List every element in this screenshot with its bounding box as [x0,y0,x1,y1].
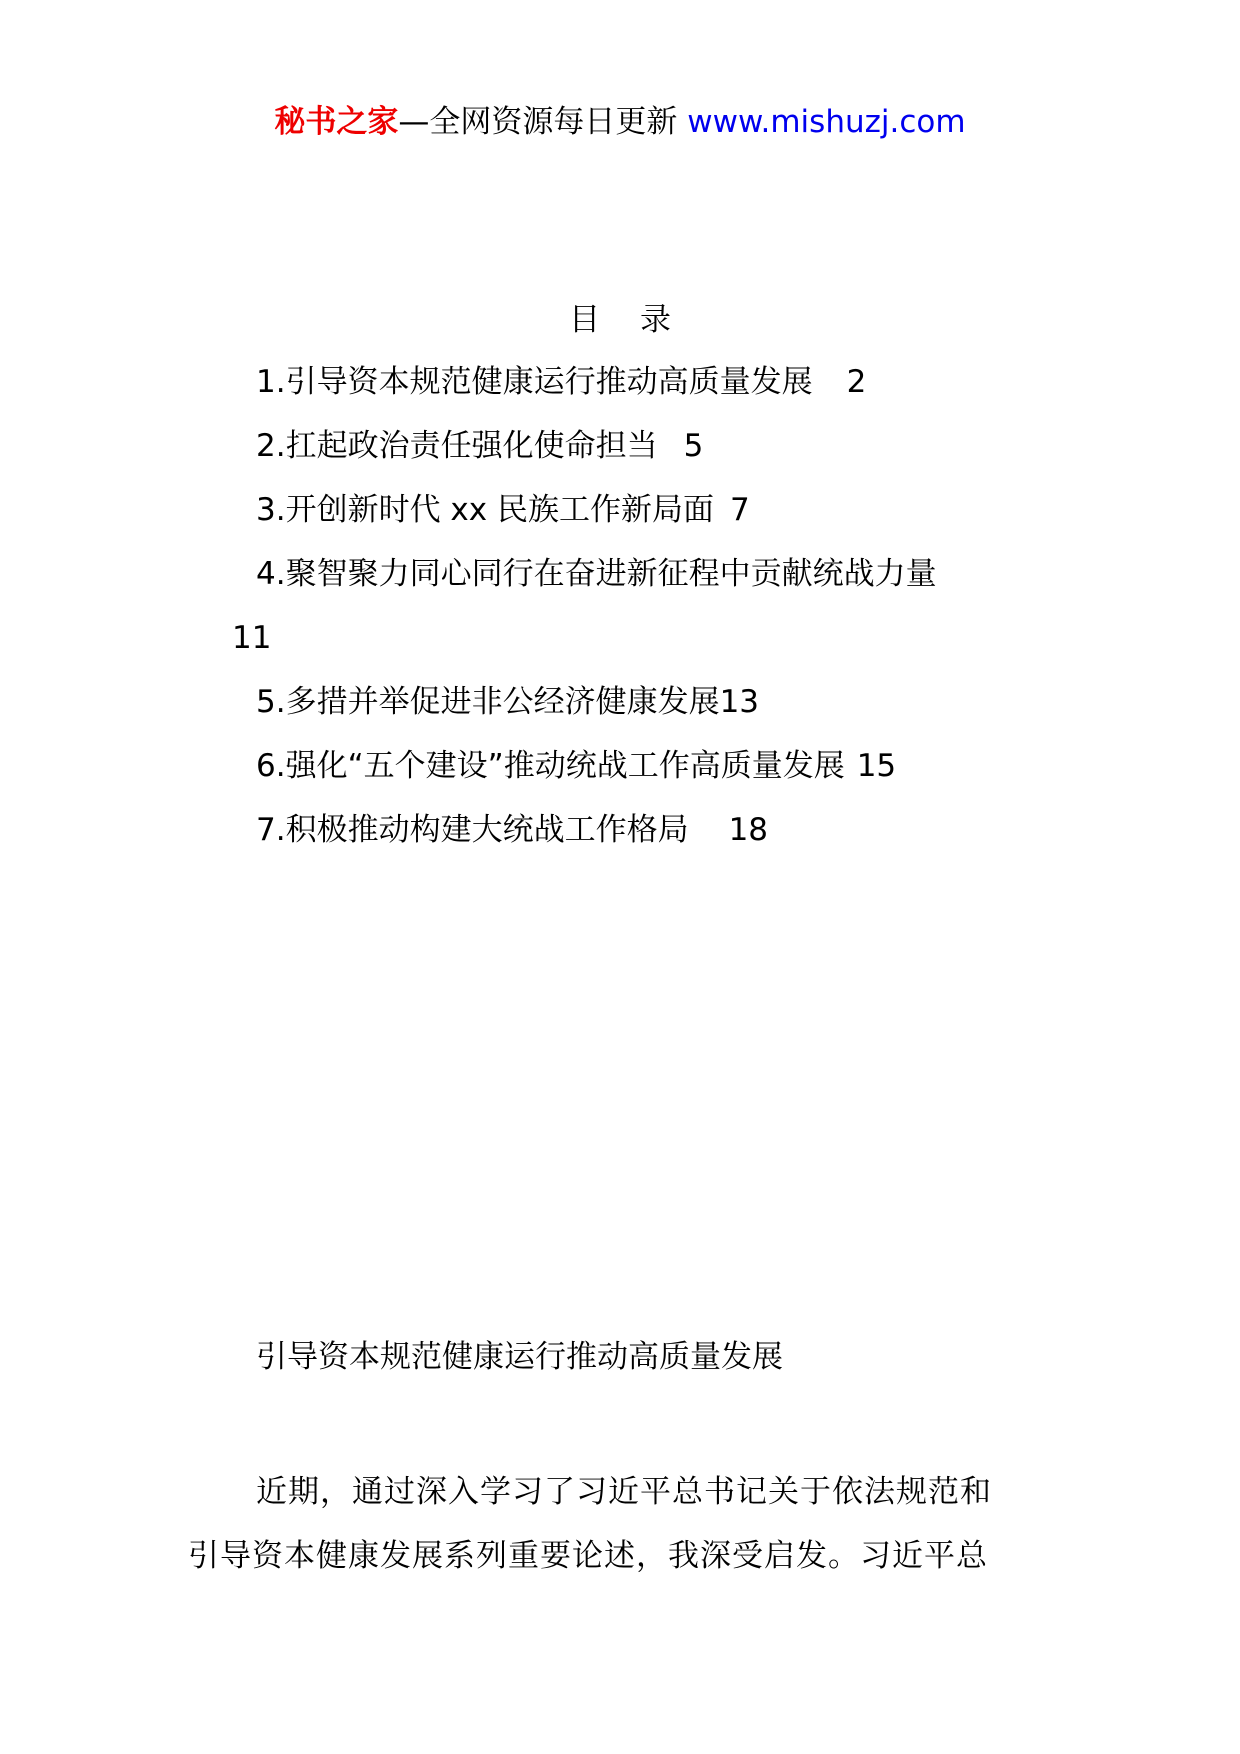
toc-item-4-page[interactable]: 11 [232,620,272,656]
toc-item-label: 6.强化“五个建设”推动统战工作高质量发展 [256,748,845,784]
toc-item-page: 15 [856,748,897,784]
toc-item-label: 4.聚智聚力同心同行在奋进新征程中贡献统战力量 [256,556,937,592]
toc-item-label: 7.积极推动构建大统战工作格局 [256,812,689,848]
toc-item-label: 5.多措并举促进非公经济健康发展 [256,684,720,720]
paragraph-line-1: 近期，通过深入学习了习近平总书记关于依法规范和 [256,1474,992,1510]
header-banner [0,100,1240,144]
toc-item-1[interactable] [256,360,866,404]
toc-item-page: 13 [719,684,760,720]
toc-item-3[interactable] [256,488,750,532]
toc-item-label: 1.引导资本规范健康运行推动高质量发展 [256,364,813,400]
toc-item-6[interactable] [256,744,896,788]
toc-item-label: 2.扛起政治责任强化使命担当 [256,428,658,464]
paragraph-line-2: 引导资本健康发展系列重要论述，我深受启发。习近平总 [188,1538,988,1574]
header-tagline: —全网资源每日更新 [398,104,678,140]
site-link[interactable]: www.mishuzj.com [687,104,966,140]
toc-item-4[interactable] [256,552,937,596]
brand-name: 秘书之家 [274,104,399,140]
toc-item-5[interactable] [256,680,759,724]
toc-item-page: 7 [729,492,750,528]
article-paragraph [188,1460,1058,1588]
toc-title-char-1: 目 [569,302,600,338]
toc-item-label: 3.开创新时代 xx 民族工作新局面 [256,492,714,528]
toc-item-page: 18 [728,812,769,848]
article-title: 引导资本规范健康运行推动高质量发展 [256,1339,783,1375]
toc-item-2[interactable] [256,424,703,468]
toc-item-page: 5 [683,428,704,464]
toc-title-char-2: 录 [640,302,671,338]
toc-title [0,298,1240,342]
toc-item-7[interactable] [256,808,768,852]
toc-item-page: 2 [846,364,867,400]
